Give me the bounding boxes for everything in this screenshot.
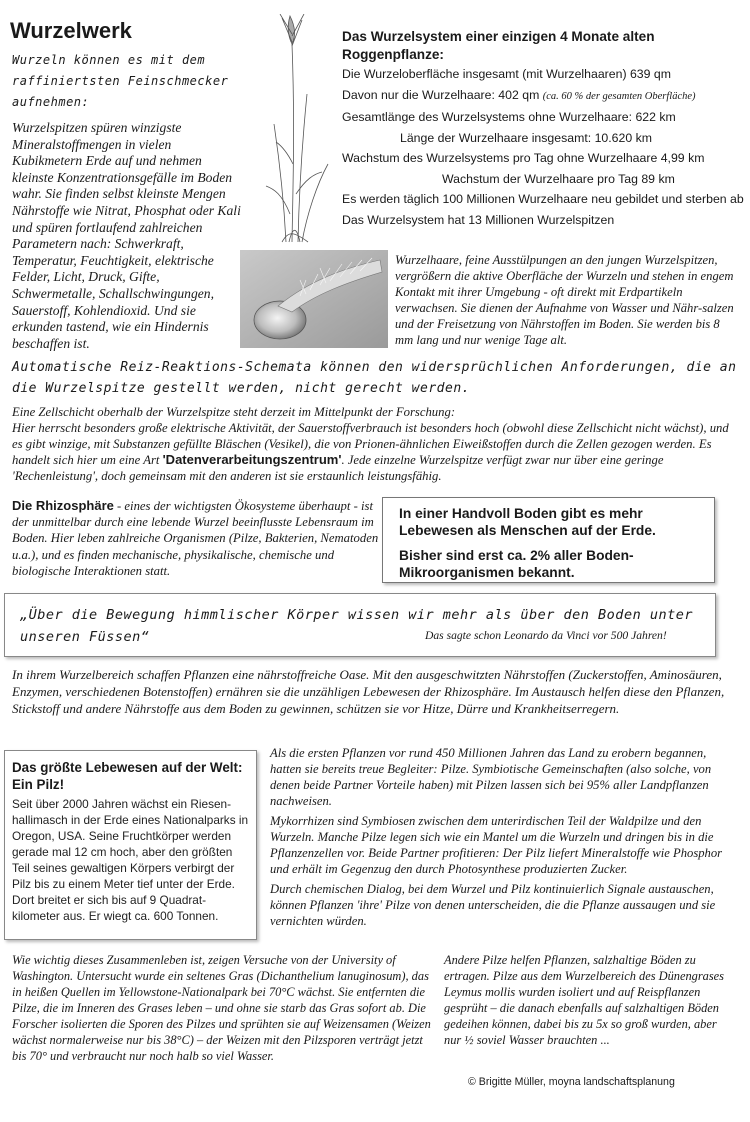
cell-line-1: Eine Zellschicht oberhalb der Wurzelspitze steht derzeit im Mittelpunkt der Forschung: (12, 405, 456, 419)
root-hair-photo (240, 250, 388, 348)
rye-facts (342, 28, 742, 230)
fact-line-3: Gesamtlänge des Wurzelsystems ohne Wurzelhaare: 622 km (342, 110, 676, 124)
oasis-text: In ihrem Wurzelbereich schaffen Pflanzen eine nährstoffreiche Oase. Mit den ausgeschwitzten Nährstoffen (Zuckerstoffen, Aminosäuren, Enzymen, verschiedenen Botenstoffen) ernähren sie die unzähligen Lebewesen der Rhizosphäre. Im Austausch helfen diese den Pflanzen, Stickstoff und andere Nährstoffe aus dem Boden zu gewinnen, schützen sie vor Hitze, Dürre und Krankheitserregern. (12, 667, 725, 716)
rhizosphere-term: Die Rhizosphäre (12, 498, 114, 513)
fact-line-1: Die Wurzeloberfläche insgesamt (mit Wurzelhaaren) 639 qm (342, 67, 671, 81)
washington-text: Wie wichtig dieses Zusammenleben ist, zeigen Versuche von der University of Washington. Untersucht wurde ein seltenes Gras (Dichanthelium lanuginosum), das in heißen Quellen im Yellowstone-Nationalpark bei 70°C wächst. Sie entfernten die Pilze, die im Inneren des Grases leben – und ohne sie starb das Gras sofort ab. Die Forscher isolierten die Sporen des Pilzes und sprühten sie auf Weizensamen (Weizen wächst normalerweise nur bis 38°C) – der Weizen mit den Pilzsporen verträgt jetzt bis 70° und verbraucht nur noch halb so viel Wasser. (12, 953, 431, 1063)
fact-line-4: Länge der Wurzelhaare insgesamt: 10.620 km (400, 130, 653, 145)
fungi-paragraph-3: Durch chemischen Dialog, bei dem Wurzel und Pilz kontinuierlich Signale austauschen, können Pflanzen 'ihre' Pilze von denen unterscheiden, die die Pflanze aussaugen und sie vernichten würden. (270, 882, 716, 928)
soil-life-line-1: In einer Handvoll Boden gibt es mehr Lebewesen als Menschen auf der Erde. (399, 506, 656, 538)
copyright: © Brigitte Müller, moyna landschaftsplanung (468, 1076, 675, 1088)
largest-organism-box (4, 750, 257, 940)
fact-line-6: Wachstum der Wurzelhaare pro Tag 89 km (442, 171, 675, 186)
largest-organism-title: Das größte Lebewesen auf der Welt: Ein Pilz! (12, 760, 243, 792)
facts-heading: Das Wurzelsystem einer einzigen 4 Monate alten Roggenpflanze: (342, 29, 655, 62)
root-hair-text: Wurzelhaare, feine Ausstülpungen an den jungen Wurzelspitzen, vergrößern die aktive Oberfläche der Wurzeln und stehen in engem Kontakt mit ihrer Umgebung - oft direkt mit Erdpartikeln verwachsen. Sie dienen der Aufnahme von Wasser und Nähr-salzen und der Freisetzung von Nährstoffen im Boden. Sie werden bis 8 mm lang und nur wenige Tage alt. (395, 253, 734, 347)
fact-line-2: Davon nur die Wurzelhaare: 402 qm (ca. 60 % der gesamten Oberfläche) (342, 87, 696, 102)
intro-text: Wurzelspitzen spüren winzigste Mineralstoffmengen in vielen Kubikmetern Erde auf und nehmen kleinste Konzentrationsgefälle im Boden wahr. Sie finden selbst kleinste Mengen Nährstoffe wie Nitrat, Phosphat oder Kali und spüren fortlaufend zahlreichen Parametern nach: Schwerkraft, Temperatur, Feuchtigkeit, elektrische Felder, Licht, Druck, Gifte, Schwermetalle, Schallschwingungen, Sauerstoff, Kohlendioxid. Und sie erkunden tastend, wie ein Hindernis beschaffen ist. (12, 120, 241, 351)
fact-line-7: Es werden täglich 100 Millionen Wurzelhaare neu gebildet und sterben ab (342, 192, 744, 206)
fungi-column (270, 745, 740, 929)
largest-organism-body: Seit über 2000 Jahren wächst ein Riesen-hallimasch in der Erde eines Nationalparks in Oregon, USA. Seine Fruchtkörper werden gerade mal 12 cm hoch, aber den größten Teil seines gewaltigen Körpers verbirgt der Pilz bis zu einem Meter tief unter der Erde. Dort breitet er sich bis auf 9 Quadrat-kilometer aus. Er wiegt ca. 600 Tonnen. (12, 797, 249, 923)
page-title: Wurzelwerk (10, 18, 132, 43)
fungi-paragraph-1: Als die ersten Pflanzen vor rund 450 Millionen Jahren das Land zu erobern begannen, hatten sie bereits treue Begleiter: Pilze. Symbiotische Gemeinschaften (also solche, von denen beide Partner Vorteile haben) mit Pilzen lassen sich bei 95% aller Landpflanzen nachweisen. (270, 746, 712, 808)
rhizosphere-text: Die Rhizosphäre - eines der wichtigsten Ökosysteme überhaupt - ist der unmittelbar durch eine lebende Wurzel beeinflusste Lebensraum im Boden. Hier leben zahlreiche Organismen (Pilze, Bakterien, Nematoden u.a.), und es finden mechanische, physikalische, chemische und biologische Interaktionen statt. (12, 498, 379, 578)
data-center-term: 'Datenverarbeitungszentrum' (162, 452, 342, 467)
reaction-handwritten: Automatische Reiz-Reaktions-Schemata können den widersprüchlichen Anforderungen, die an die Wurzelspitze gestellt werden, nicht gerecht werden. (12, 360, 737, 396)
salt-fungi-text: Andere Pilze helfen Pflanzen, salzhaltige Böden zu ertragen. Pilze aus dem Wurzelbereich des Dünengrases Leymus mollis wurden isoliert und auf Reispflanzen gesprüht – die danach ebenfalls auf salzhaltigen Böden gedeihen können, dabei bis zu 5x so groß wurden, aber nur ½ soviel Wasser brauchten ... (444, 953, 725, 1047)
fact-line-5: Wachstum des Wurzelsystems pro Tag ohne Wurzelhaare 4,99 km (342, 151, 705, 165)
cell-layer-text (12, 404, 742, 484)
soil-life-box (382, 497, 715, 583)
intro-handwritten: Wurzeln können es mit dem raffiniertsten Feinschmecker aufnehmen: (12, 53, 229, 109)
quote-attribution: Das sagte schon Leonardo da Vinci vor 500 Jahren! (425, 629, 667, 642)
fact-line-8: Das Wurzelsystem hat 13 Millionen Wurzelspitzen (342, 212, 615, 227)
rye-grass-drawing (262, 14, 337, 244)
cell-paragraph: Hier herrscht besonders große elektrische Aktivität, der Sauerstoffverbrauch ist besonders hoch (obwohl diese Zellschicht nicht wächst), und es gibt winzige, mit Substanzen gefüllte Bläschen (Vesikel), die von Prionen-ähnlichen Eiweißstoffen durch die Zellen gezogen werden. Es handelt sich hier um eine Art 'Datenverarbeitungszentrum'. Jede einzelne Wurzelspitze verfügt zwar nur über eine geringe 'Rechenleistung', doch gemeinsam mit den anderen ist sie erstaunlich leistungsfähig. (12, 421, 729, 483)
fact-line-2-note: (ca. 60 % der gesamten Oberfläche) (542, 90, 696, 102)
leonardo-quote: „Über die Bewegung himmlischer Körper wissen wir mehr als über den Boden unter unseren Füssen“ (20, 607, 693, 645)
soil-life-line-2: Bisher sind erst ca. 2% aller Boden-Mikroorganismen bekannt. (399, 548, 634, 580)
fungi-paragraph-2: Mykorrhizen sind Symbiosen zwischen dem unterirdischen Teil der Waldpilze und den Wurzeln. Manche Pilze legen sich wie ein Mantel um die Wurzeln und dringen bis in die Pflanzenzellen vor. Beide Partner profitieren: Der Pilz liefert Mineralstoffe wie Phosphor und erhält im Gegenzug den durch Photosynthese produzierten Zucker. (270, 814, 723, 876)
